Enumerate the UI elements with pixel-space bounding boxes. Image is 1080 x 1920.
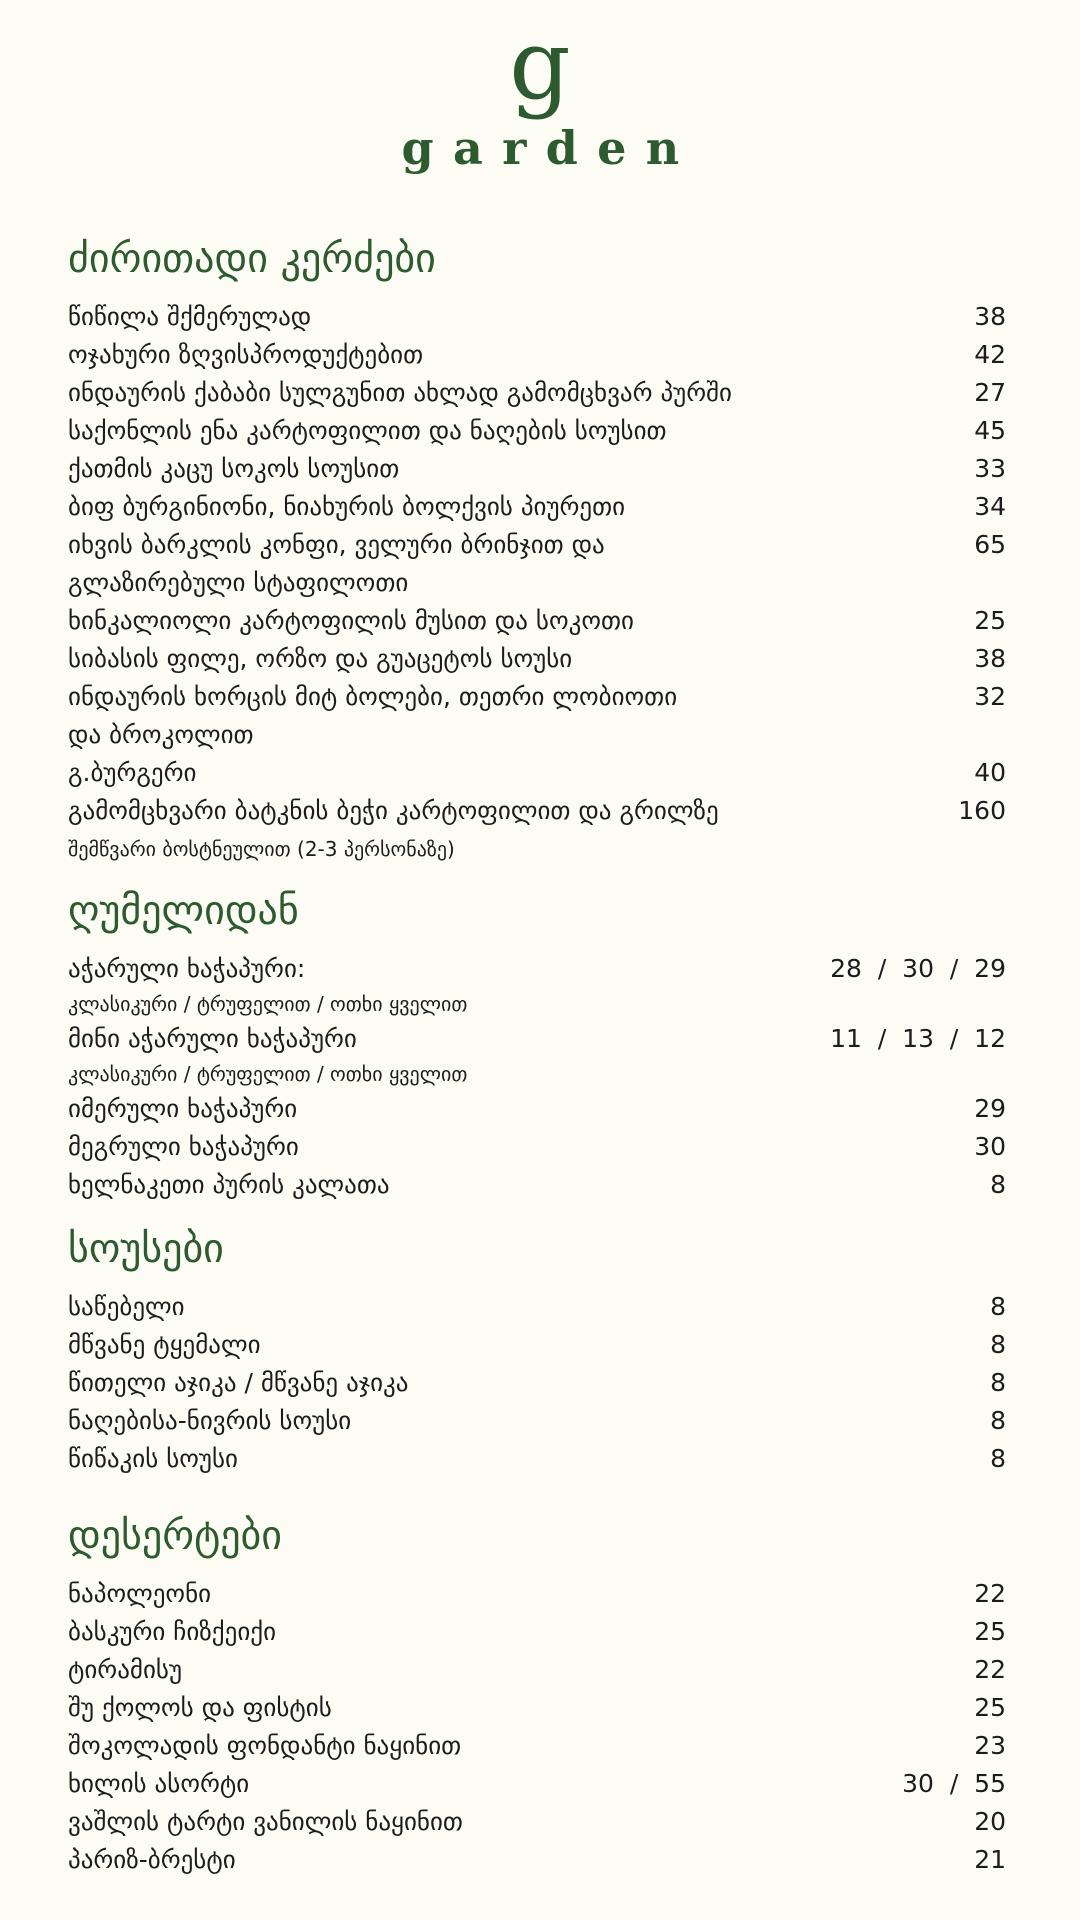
menu-item: [68, 488, 1006, 526]
menu-item-row: [68, 1440, 1006, 1478]
menu-item-row: [68, 1128, 1006, 1166]
menu-item-row: [68, 678, 1006, 716]
menu-item: [68, 1128, 1006, 1166]
item-price: 33: [974, 454, 1006, 483]
item-price: 25: [974, 1617, 1006, 1646]
menu-item-row: [68, 1689, 1006, 1727]
menu-item: [68, 450, 1006, 488]
menu-item-row: [68, 1364, 1006, 1402]
item-price: 8: [990, 1444, 1006, 1473]
item-price: 160: [958, 796, 1006, 825]
section-title: სოუსები: [68, 1226, 224, 1272]
item-name: ინდაურის ხორცის მიტ ბოლები, თეთრი ლობიოთი: [68, 682, 678, 711]
item-name: მინი აჭარული ხაჭაპური: [68, 1024, 357, 1053]
item-price: 34: [974, 492, 1006, 521]
menu-item: [68, 1364, 1006, 1402]
menu-section: [68, 1224, 1006, 1478]
logo-mark: g: [509, 9, 571, 121]
menu-item: [68, 1288, 1006, 1326]
item-name: იმერული ხაჭაპური: [68, 1094, 298, 1123]
menu-item: [68, 1575, 1006, 1613]
item-price: 38: [974, 302, 1006, 331]
item-name: ბასკური ჩიზქეიქი: [68, 1617, 277, 1646]
item-name-continued: გლაზირებული სტაფილოთი: [68, 568, 409, 597]
menu-item-row: [68, 1326, 1006, 1364]
item-name-continued: შემწვარი ბოსტნეულით (2-3 პერსონაზე): [68, 837, 455, 861]
item-price: 8: [990, 1292, 1006, 1321]
menu-item-row: [68, 1166, 1006, 1204]
menu-section: [68, 234, 1006, 868]
item-price: 32: [974, 682, 1006, 711]
item-price: 65: [974, 530, 1006, 559]
menu-item: [68, 1727, 1006, 1765]
item-price: 30: [974, 1132, 1006, 1161]
item-price: 23: [974, 1731, 1006, 1760]
menu-item: [68, 412, 1006, 450]
item-options: კლასიკური / ტრუფელით / ოთხი ყველით: [68, 1062, 468, 1086]
menu-item-row: [68, 1288, 1006, 1326]
item-name: ნაპოლეონი: [68, 1579, 212, 1608]
menu-item: [68, 1841, 1006, 1879]
item-price: 29: [974, 1094, 1006, 1123]
menu-item-row: [68, 1090, 1006, 1128]
menu-item: [68, 1090, 1006, 1128]
menu-item-row: [68, 1765, 1006, 1803]
item-name: იხვის ბარკლის კონფი, ველური ბრინჯით და: [68, 530, 605, 559]
item-name: ქათმის კაცუ სოკოს სოუსით: [68, 454, 400, 483]
menu-item: [68, 602, 1006, 640]
menu-item: [68, 1166, 1006, 1204]
menu-item-row: [68, 1402, 1006, 1440]
section-title: ღუმელიდან: [68, 888, 299, 934]
menu-item-row: [68, 640, 1006, 678]
item-name: ინდაურის ქაბაბი სულგუნით ახლად გამომცხვარ პურში: [68, 378, 733, 407]
section-title: დესერტები: [68, 1513, 282, 1559]
item-name: ნაღებისა-ნივრის სოუსი: [68, 1406, 352, 1435]
item-name: წითელი აჯიკა / მწვანე აჯიკა: [68, 1368, 409, 1397]
menu-item: [68, 1613, 1006, 1651]
menu-item-row: [68, 336, 1006, 374]
menu-item: [68, 374, 1006, 412]
item-name: ოჯახური ზღვისპროდუქტებით: [68, 340, 424, 369]
menu-item-row: [68, 526, 1006, 564]
menu-item-row: [68, 950, 1006, 988]
item-price: 38: [974, 644, 1006, 673]
menu-item-row: [68, 374, 1006, 412]
menu-item-row: [68, 1727, 1006, 1765]
item-price: 22: [974, 1579, 1006, 1608]
item-name: შუ ქოლოს და ფისტის: [68, 1693, 332, 1722]
menu-item-row: [68, 1841, 1006, 1879]
item-name: შოკოლადის ფონდანტი ნაყინით: [68, 1731, 462, 1760]
item-name: ბიფ ბურგინიონი, ნიახურის ბოლქვის პიურეთი: [68, 492, 626, 521]
menu-item-row: [68, 792, 1006, 830]
menu-item: [68, 1402, 1006, 1440]
menu-item-row: [68, 1803, 1006, 1841]
menu-section: [68, 1511, 1006, 1879]
item-name: ხილის ასორტი: [68, 1769, 250, 1798]
menu-item: [68, 298, 1006, 336]
item-name: საწებელი: [68, 1292, 185, 1321]
menu-section: [68, 886, 1006, 1204]
menu-item: [68, 336, 1006, 374]
item-price: 8: [990, 1406, 1006, 1435]
item-name: ტირამისუ: [68, 1655, 183, 1684]
item-name: ხინკალიოლი კარტოფილის მუსით და სოკოთი: [68, 606, 634, 635]
menu-item: [68, 640, 1006, 678]
item-price: 11 / 13 / 12: [830, 1024, 1006, 1053]
item-name: ხელნაკეთი პურის კალათა: [68, 1170, 390, 1199]
menu-item: [68, 1440, 1006, 1478]
item-name: პარიზ-ბრესტი: [68, 1845, 236, 1874]
menu-item-row: [68, 1575, 1006, 1613]
menu-item-row: [68, 1651, 1006, 1689]
menu-item-row: [68, 412, 1006, 450]
logo-wordmark: garden: [401, 121, 699, 175]
item-price: 8: [990, 1368, 1006, 1397]
menu-item: [68, 678, 1006, 754]
item-name: ვაშლის ტარტი ვანილის ნაყინით: [68, 1807, 463, 1836]
menu-item: [68, 1689, 1006, 1727]
item-price: 8: [990, 1170, 1006, 1199]
menu-item: [68, 950, 1006, 1020]
item-name: წიწილა შქმერულად: [68, 302, 312, 331]
item-price: 21: [974, 1845, 1006, 1874]
menu-item: [68, 1020, 1006, 1090]
item-price: 45: [974, 416, 1006, 445]
item-name: საქონლის ენა კარტოფილით და ნაღების სოუსით: [68, 416, 667, 445]
menu-item: [68, 1765, 1006, 1803]
item-price: 30 / 55: [902, 1769, 1006, 1798]
item-name: გ.ბურგერი: [68, 758, 197, 787]
item-price: 25: [974, 606, 1006, 635]
item-name: აჭარული ხაჭაპური:: [68, 954, 306, 983]
menu-item: [68, 754, 1006, 792]
item-price: 8: [990, 1330, 1006, 1359]
item-name-continued: და ბროკოლით: [68, 720, 254, 749]
menu-item-row: [68, 488, 1006, 526]
item-options: კლასიკური / ტრუფელით / ოთხი ყველით: [68, 992, 468, 1016]
item-price: 28 / 30 / 29: [830, 954, 1006, 983]
menu-item-row: [68, 754, 1006, 792]
item-price: 40: [974, 758, 1006, 787]
menu-item: [68, 1326, 1006, 1364]
menu-item: [68, 526, 1006, 602]
item-price: 27: [974, 378, 1006, 407]
menu-item-row: [68, 1020, 1006, 1058]
menu-item-row: [68, 298, 1006, 336]
item-price: 25: [974, 1693, 1006, 1722]
menu-item: [68, 792, 1006, 868]
item-name: სიბასის ფილე, ორზო და გუაცეტოს სოუსი: [68, 644, 573, 673]
item-price: 22: [974, 1655, 1006, 1684]
item-price: 20: [974, 1807, 1006, 1836]
menu-item: [68, 1651, 1006, 1689]
section-title: ძირითადი კერძები: [68, 236, 436, 282]
menu-item-row: [68, 602, 1006, 640]
menu-item-row: [68, 450, 1006, 488]
item-name: გამომცხვარი ბატკნის ბეჭი კარტოფილით და გრილზე: [68, 796, 719, 825]
item-name: მწვანე ტყემალი: [68, 1330, 261, 1359]
menu-item-row: [68, 1613, 1006, 1651]
item-price: 42: [974, 340, 1006, 369]
item-name: წიწაკის სოუსი: [68, 1444, 238, 1473]
menu-item: [68, 1803, 1006, 1841]
item-name: მეგრული ხაჭაპური: [68, 1132, 299, 1161]
